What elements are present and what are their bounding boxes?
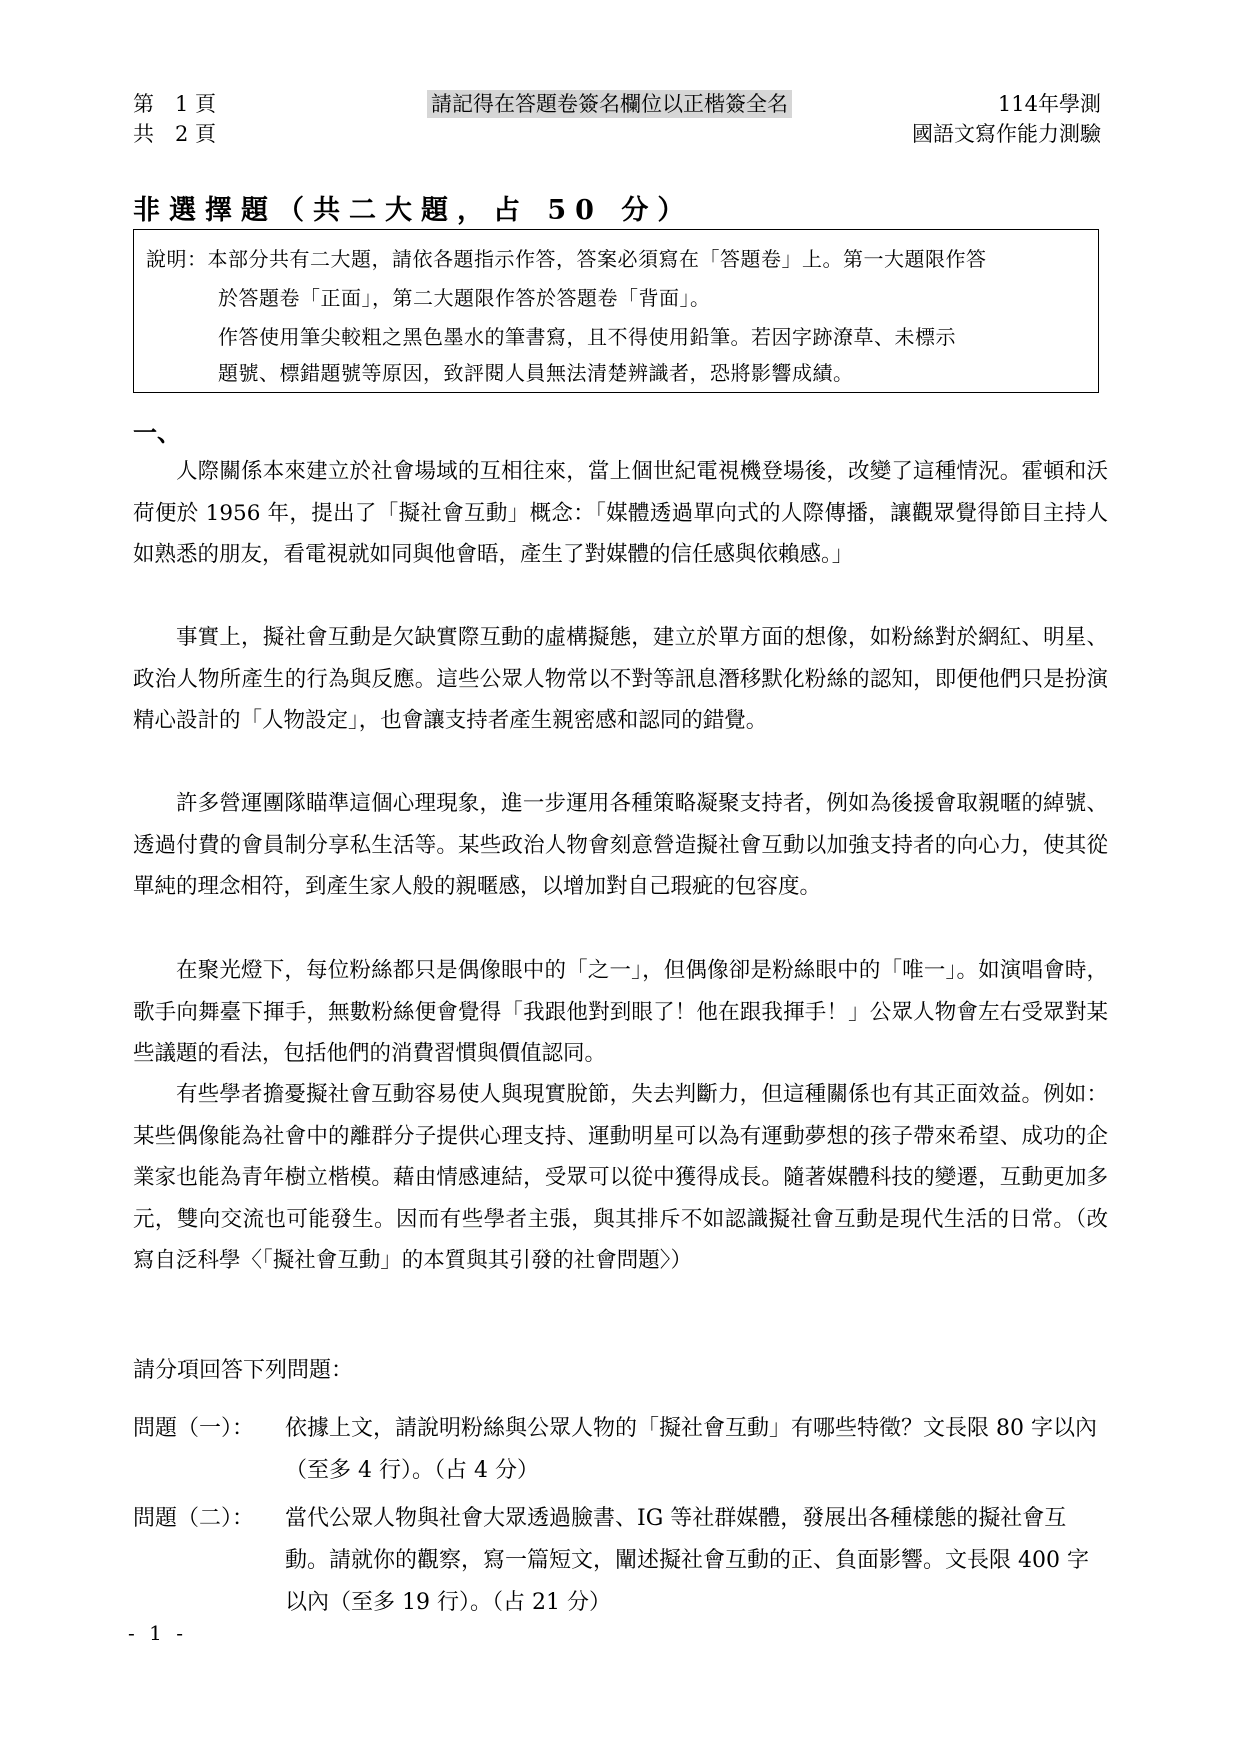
page-indicator: 第 1 頁 bbox=[133, 92, 217, 116]
passage-paragraph: 在聚光燈下，每位粉絲都只是偶像眼中的「之一」，但偶像卻是粉絲眼中的「唯一」。如演唱會時，歌手向舞臺下揮手，無數粉絲便會覺得「我跟他對到眼了！他在跟我揮手！」公眾人物會左右受眾對某些議題的看法，包括他們的消費習慣與價值認同。 bbox=[133, 958, 1108, 1066]
signature-reminder: 請記得在答題卷簽名欄位以正楷簽全名 bbox=[427, 90, 792, 118]
section-title: 非選擇題（共二大題，占 50 分） bbox=[133, 195, 694, 226]
total-pages-indicator: 共 2 頁 bbox=[133, 122, 217, 146]
page-number: - 1 - bbox=[128, 1621, 187, 1645]
passage-paragraph: 有些學者擔憂擬社會互動容易使人與現實脫節，失去判斷力，但這種關係也有其正面效益。例如：某些偶像能為社會中的離群分子提供心理支持、運動明星可以為有運動夢想的孩子帶來希望、成功的企業家也能為青年樹立楷模。藉由情感連結，受眾可以從中獲得成長。隨著媒體科技的變遷，互動更加多元，雙向交流也可能發生。因而有些學者主張，與其排斥不如認識擬社會互動是現代生活的日常。（改寫自泛科學〈「擬社會互動」的本質與其引發的社會問題〉） bbox=[133, 1082, 1108, 1273]
instruction-line: 於答題卷「正面」，第二大題限作答於答題卷「背面」。 bbox=[218, 286, 711, 310]
passage-paragraph: 許多營運團隊瞄準這個心理現象，進一步運用各種策略凝聚支持者，例如為後援會取親暱的綽號、透過付費的會員制分享私生活等。某些政治人物會刻意營造擬社會互動以加強支持者的向心力，使其從單純的理念相符，到產生家人般的親暱感，以增加對自己瑕疵的包容度。 bbox=[133, 791, 1108, 899]
sub-question-text: 當代公眾人物與社會大眾透過臉書、IG 等社群媒體，發展出各種樣態的擬社會互動。請就你的觀察，寫一篇短文，闡述擬社會互動的正、負面影響。文長限 400 字以內（至多 19 行）。（占 21 分） bbox=[285, 1506, 1089, 1615]
passage-paragraph: 人際關係本來建立於社會場域的互相往來，當上個世紀電視機登場後，改變了這種情況。霍頓和沃荷便於 1956 年，提出了「擬社會互動」概念：「媒體透過單向式的人際傳播，讓觀眾覺得節目主持人如熟悉的朋友，看電視就如同與他會晤，產生了對媒體的信任感與依賴感。」 bbox=[133, 459, 1108, 567]
exam-year: 114年學測 bbox=[997, 92, 1101, 116]
sub-question-label: 問題（二）： bbox=[133, 1506, 255, 1531]
instruction-line: 題號、標錯題號等原因，致評閱人員無法清楚辨識者，恐將影響成績。 bbox=[218, 361, 854, 385]
passage-paragraph: 事實上，擬社會互動是欠缺實際互動的虛構擬態，建立於單方面的想像，如粉絲對於網紅、明星、政治人物所產生的行為與反應。這些公眾人物常以不對等訊息潛移默化粉絲的認知，即便他們只是扮演精心設計的「人物設定」，也會讓支持者產生親密感和認同的錯覺。 bbox=[133, 625, 1108, 733]
instruction-line: 說明：本部分共有二大題，請依各題指示作答，答案必須寫在「答題卷」上。第一大題限作答 bbox=[146, 247, 987, 271]
sub-question-label: 問題（一）： bbox=[133, 1416, 255, 1441]
instructions-box bbox=[133, 229, 1099, 393]
exam-subject: 國語文寫作能力測驗 bbox=[912, 122, 1101, 146]
instruction-line: 作答使用筆尖較粗之黑色墨水的筆書寫，且不得使用鉛筆。若因字跡潦草、未標示 bbox=[218, 325, 956, 349]
answer-prompt: 請分項回答下列問題： bbox=[133, 1358, 354, 1383]
question-heading: 一、 bbox=[133, 418, 181, 447]
sub-question-text: 依據上文，請說明粉絲與公眾人物的「擬社會互動」有哪些特徵？文長限 80 字以內（至多 4 行）。（占 4 分） bbox=[285, 1416, 1097, 1483]
